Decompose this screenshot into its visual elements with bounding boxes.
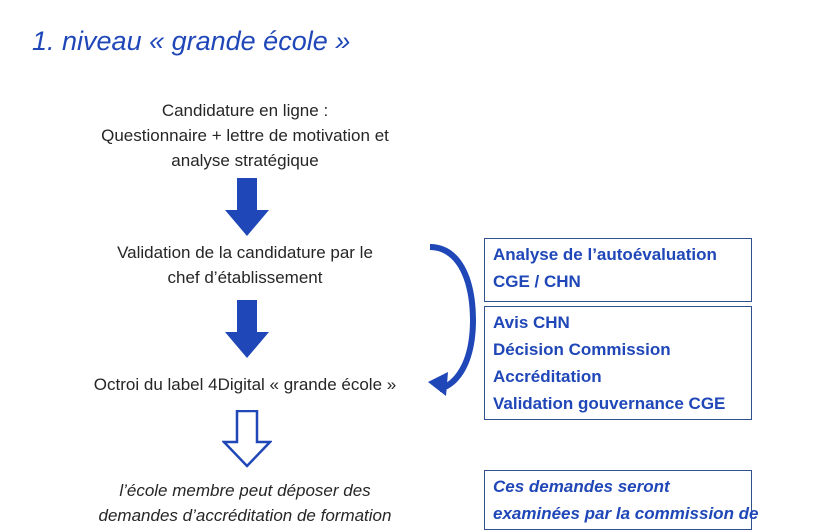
- self-assessment-box: [484, 238, 752, 302]
- decision-steps-box: [484, 306, 752, 420]
- box2-line2: Décision Commission: [493, 340, 671, 359]
- step-validation-by-director: [40, 240, 450, 290]
- box2-line4: Validation gouvernance CGE: [493, 394, 726, 413]
- step1-line1: Candidature en ligne :: [161, 101, 329, 120]
- step1-line3: analyse stratégique: [171, 151, 319, 170]
- box2-line1: Avis CHN: [493, 313, 570, 332]
- requests-review-box: [484, 470, 759, 530]
- box3-line2: examinées par la commission de: [493, 504, 759, 523]
- curved-arrow-icon: [426, 240, 476, 400]
- step2-line2: chef d’établissement: [167, 268, 323, 287]
- step-label-granted: [40, 372, 450, 397]
- box2-line3: Accréditation: [493, 367, 602, 386]
- step2-line1: Validation de la candidature par le: [117, 243, 373, 262]
- down-arrow-icon: [225, 300, 269, 358]
- step-member-school: [40, 478, 450, 528]
- step4-line2: demandes d’accréditation de formation: [98, 506, 392, 525]
- step1-line2: Questionnaire + lettre de motivation et: [101, 126, 389, 145]
- box3-line1: Ces demandes seront: [493, 477, 670, 496]
- down-arrow-icon: [225, 178, 269, 236]
- page-title: 1. niveau « grande école »: [32, 26, 351, 56]
- box1-line2: CGE / CHN: [493, 272, 581, 291]
- outline-down-arrow-icon: [222, 410, 272, 468]
- step4-line1: l’école membre peut déposer des: [119, 481, 371, 500]
- step3-line1: Octroi du label 4Digital « grande école »: [93, 375, 397, 394]
- box1-line1: Analyse de l’autoévaluation: [493, 245, 717, 264]
- step-online-application: [40, 98, 450, 173]
